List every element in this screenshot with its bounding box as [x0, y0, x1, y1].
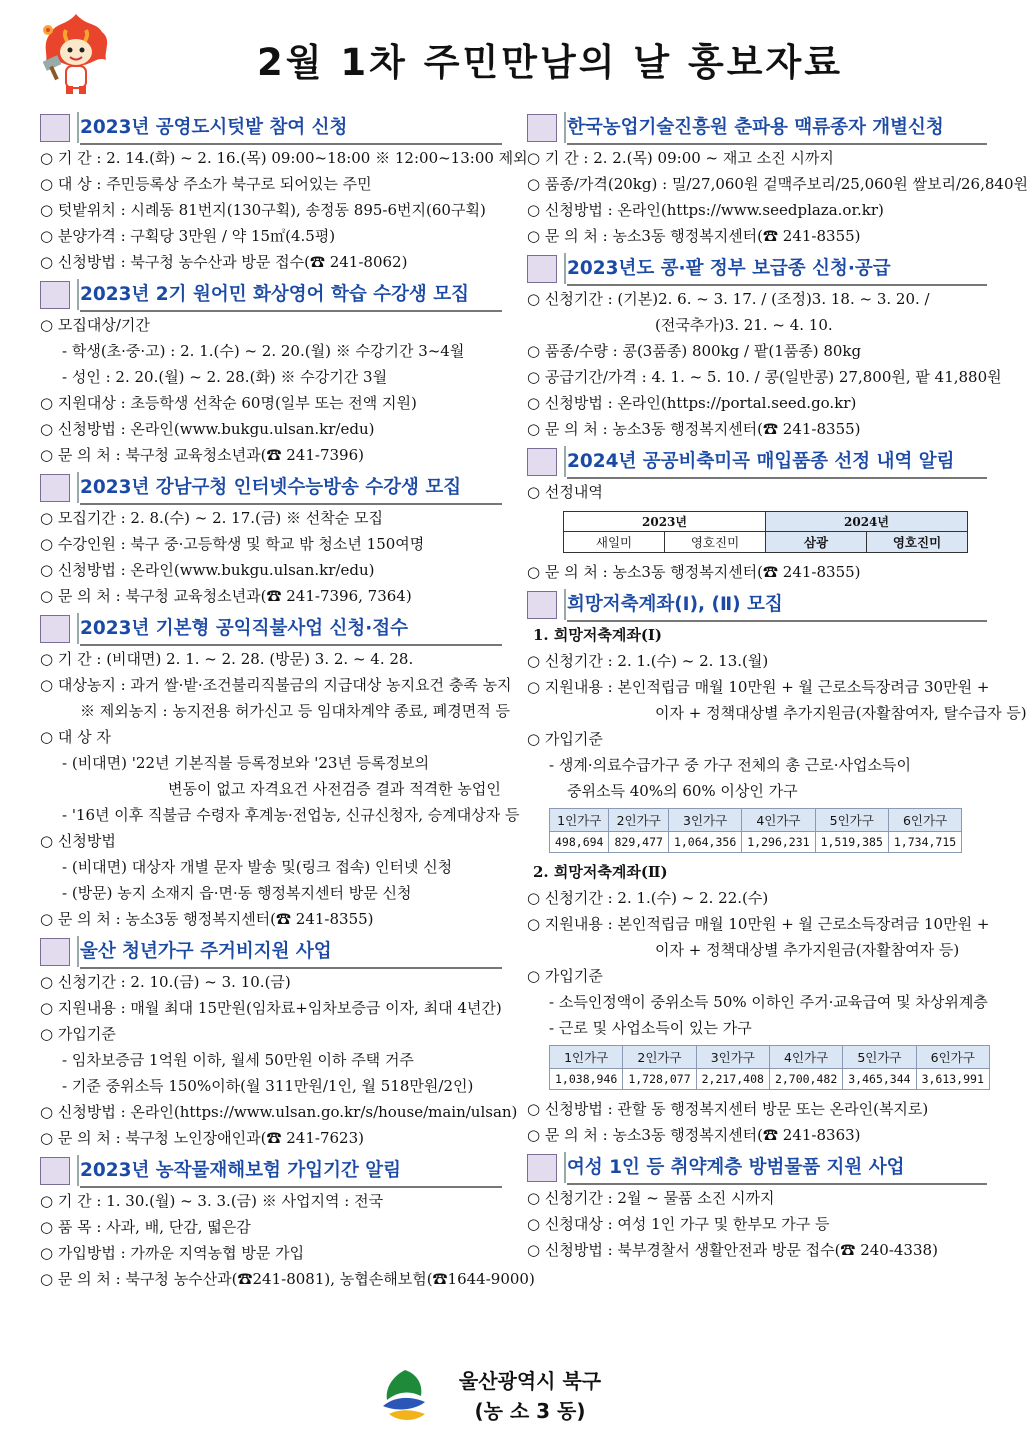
- income-value-cell: 829,477: [609, 832, 668, 853]
- variety-2024-cell: 영호진미: [867, 532, 968, 553]
- notice-line: ○ 지원내용 : 본인적립금 매월 10만원 + 월 근로소득장려금 30만원 +: [527, 678, 990, 696]
- notice-line: ○ 품 목 : 사과, 배, 단감, 떫은감: [40, 1218, 251, 1236]
- section-marker-box: [527, 1154, 557, 1182]
- notice-line: ○ 신청방법 : 온라인(www.bukgu.ulsan.kr/edu): [40, 561, 375, 579]
- section-marker-box: [527, 591, 557, 619]
- notice-line: - 기준 중위소득 150%이하(월 311만원/1인, 월 518만원/2인): [62, 1077, 474, 1095]
- income-value-cell: 498,694: [550, 832, 609, 853]
- notice-section: [40, 1155, 535, 1292]
- notice-line: ○ 대상농지 : 과거 쌀·밭·조건불리직불금의 지급대상 농지요건 충족 농지: [40, 676, 512, 694]
- notice-line: ○ 문 의 처 : 농소3동 행정복지센터(☎ 241-8355): [40, 910, 374, 928]
- notice-line: ○ 문 의 처 : 북구청 교육청소년과(☎ 241-7396): [40, 446, 364, 464]
- notice-line: ○ 신청기간 : 2. 1.(수) ~ 2. 13.(월): [527, 652, 769, 670]
- notice-line: ○ 신청기간 : 2. 1.(수) ~ 2. 22.(수): [527, 889, 769, 907]
- rice-variety-table: [563, 511, 968, 553]
- income-header-cell: 4인가구: [769, 1046, 842, 1069]
- section-header: [40, 936, 502, 969]
- notice-line: ○ 신청방법 : 관할 동 행정복지센터 방문 또는 온라인(복지로): [527, 1100, 929, 1118]
- income-header-cell: 6인가구: [916, 1046, 989, 1069]
- notice-line: - 학생(초·중·고) : 2. 1.(수) ~ 2. 20.(월) ※ 수강기간 3~4월: [62, 342, 465, 360]
- notice-section: [527, 446, 987, 585]
- right-column: [527, 108, 1028, 1263]
- notice-line: ○ 문 의 처 : 농소3동 행정복지센터(☎ 241-8355): [527, 227, 861, 245]
- notice-line: 중위소득 40%의 60% 이상인 가구: [567, 782, 798, 800]
- notice-line: ○ 신청기간 : 2. 10.(금) ~ 3. 10.(금): [40, 973, 291, 991]
- notice-line: ○ 지원대상 : 초등학생 선착순 60명(일부 또는 전액 지원): [40, 394, 417, 412]
- notice-line: 이자 + 정책대상별 추가지원금(자활참여자 등): [655, 941, 960, 959]
- notice-line: ○ 지원내용 : 본인적립금 매월 10만원 + 월 근로소득장려금 10만원 +: [527, 915, 990, 933]
- section-header: [527, 112, 987, 145]
- income-value-cell: 1,519,385: [815, 832, 888, 853]
- notice-line: ○ 문 의 처 : 농소3동 행정복지센터(☎ 241-8363): [527, 1126, 861, 1144]
- notice-line: 2. 희망저축계좌(Ⅱ): [533, 863, 668, 881]
- notice-line: ○ 가입기준: [527, 730, 603, 748]
- notice-line: ○ 대 상 : 주민등록상 주소가 북구로 되어있는 주민: [40, 175, 372, 193]
- section-header: [40, 472, 502, 505]
- notice-line: ○ 대 상 자: [40, 728, 111, 746]
- notice-section: [40, 613, 520, 932]
- notice-line: ○ 가입기준: [527, 967, 603, 985]
- income-header-cell: 6인가구: [888, 809, 961, 832]
- section-marker-box: [527, 255, 557, 283]
- income-value-cell: 3,613,991: [916, 1069, 989, 1090]
- section-title: 2023년 공영도시텃밭 참여 신청: [80, 112, 502, 145]
- notice-line: - 근로 및 사업소득이 있는 가구: [549, 1019, 752, 1037]
- section-header: [527, 446, 987, 479]
- notice-line: ○ 신청방법 : 온라인(https://www.seedplaza.or.kr): [527, 201, 884, 219]
- notice-line: 1. 희망저축계좌(Ⅰ): [533, 626, 663, 644]
- notice-line: ○ 신청기간 : 2월 ~ 물품 소진 시까지: [527, 1189, 775, 1207]
- notice-line: ○ 기 간 : (비대면) 2. 1. ~ 2. 28. (방문) 3. 2. ~ 4. 28.: [40, 650, 414, 668]
- section-marker-box: [40, 615, 70, 643]
- notice-line: ○ 공급기간/가격 : 4. 1. ~ 5. 10. / 콩(일반콩) 27,800원, 팥 41,880원: [527, 368, 1002, 386]
- notice-line: ○ 선정내역: [527, 483, 603, 501]
- page-title: 2월 1차 주민만남의 날 홍보자료: [257, 41, 843, 84]
- notice-line: ○ 문 의 처 : 북구청 노인장애인과(☎ 241-7623): [40, 1129, 364, 1147]
- income-header-cell: 1인가구: [550, 809, 609, 832]
- section-title: 울산 청년가구 주거비지원 사업: [80, 936, 502, 969]
- notice-line: ○ 품종/가격(20kg) : 밀/27,060원 겉맥주보리/25,060원 쌀보리/26,840원: [527, 175, 1028, 193]
- section-header: [40, 112, 502, 145]
- notice-section: [40, 936, 518, 1151]
- notice-section: [527, 112, 1028, 249]
- notice-line: ○ 텃밭위치 : 시례동 81번지(130구획), 송정동 895-6번지(60구획): [40, 201, 486, 219]
- income-header-cell: 2인가구: [623, 1046, 696, 1069]
- income-value-cell: 1,296,231: [742, 832, 815, 853]
- income-value-cell: 1,064,356: [668, 832, 741, 853]
- notice-line: ○ 기 간 : 1. 30.(월) ~ 3. 3.(금) ※ 사업지역 : 전국: [40, 1192, 384, 1210]
- notice-line: ○ 문 의 처 : 농소3동 행정복지센터(☎ 241-8355): [527, 563, 861, 581]
- variety-2024-cell: 삼광: [766, 532, 867, 553]
- notice-line: ○ 신청방법 : 온라인(https://www.ulsan.go.kr/s/house/main/ulsan): [40, 1103, 518, 1121]
- income-header-cell: 3인가구: [668, 809, 741, 832]
- notice-section: [527, 589, 1027, 1148]
- notice-line: ○ 기 간 : 2. 2.(목) 09:00 ~ 재고 소진 시까지: [527, 149, 834, 167]
- notice-section: [527, 1152, 987, 1263]
- income-value-cell: 2,217,408: [696, 1069, 769, 1090]
- section-header: [527, 1152, 987, 1185]
- section-header: [527, 589, 987, 622]
- section-header: [527, 253, 987, 286]
- section-marker-box: [40, 281, 70, 309]
- section-title: 한국농업기술진흥원 춘파용 맥류종자 개별신청: [567, 112, 987, 145]
- section-header: [40, 613, 502, 646]
- notice-line: ○ 문 의 처 : 북구청 교육청소년과(☎ 241-7396, 7364): [40, 587, 412, 605]
- mascot-character-icon: [36, 10, 116, 98]
- income-value-cell: 2,700,482: [769, 1069, 842, 1090]
- income-header-cell: 3인가구: [696, 1046, 769, 1069]
- notice-section: [40, 472, 502, 609]
- variety-2023-cell: 영호진미: [665, 532, 766, 553]
- notice-line: ○ 분양가격 : 구획당 3만원 / 약 15㎡(4.5평): [40, 227, 336, 245]
- notice-line: ○ 모집기간 : 2. 8.(수) ~ 2. 17.(금) ※ 선착순 모집: [40, 509, 383, 527]
- section-title: 2023년 농작물재해보험 가입기간 알림: [80, 1155, 502, 1188]
- notice-line: - (비대면) 대상자 개별 문자 발송 및(링크 접속) 인터넷 신청: [62, 858, 453, 876]
- bukgu-logo-icon: [375, 1366, 435, 1426]
- section-title: 여성 1인 등 취약계층 방범물품 지원 사업: [567, 1152, 987, 1185]
- notice-line: - 생계·의료수급가구 중 가구 전체의 총 근로·사업소득이: [549, 756, 911, 774]
- variety-2023-cell: 새일미: [564, 532, 665, 553]
- notice-line: ○ 모집대상/기간: [40, 316, 150, 334]
- section-header: [40, 279, 502, 312]
- notice-line: - (비대면) '22년 기본직불 등록정보와 '23년 등록정보의: [62, 754, 430, 772]
- income-table: [549, 1045, 990, 1090]
- income-table: [549, 808, 962, 853]
- section-marker-box: [40, 938, 70, 966]
- notice-section: [527, 253, 1002, 442]
- income-header-cell: 4인가구: [742, 809, 815, 832]
- section-marker-box: [40, 474, 70, 502]
- notice-section: [40, 279, 502, 468]
- notice-line: ○ 신청대상 : 여성 1인 가구 및 한부모 가구 등: [527, 1215, 830, 1233]
- section-title: 2023년 강남구청 인터넷수능방송 수강생 모집: [80, 472, 502, 505]
- section-marker-box: [40, 114, 70, 142]
- notice-line: 이자 + 정책대상별 추가지원금(자활참여자, 탈수급자 등): [655, 704, 1027, 722]
- section-title: 희망저축계좌(Ⅰ), (Ⅱ) 모집: [567, 589, 987, 622]
- footer-org: [440, 1366, 620, 1426]
- notice-line: ○ 신청방법: [40, 832, 116, 850]
- footer-line1: 울산광역시 북구: [458, 1369, 602, 1393]
- section-marker-box: [527, 448, 557, 476]
- notice-line: ○ 문 의 처 : 북구청 농수산과(☎241-8081), 농협손해보험(☎1644-9000): [40, 1270, 535, 1288]
- notice-line: ○ 문 의 처 : 농소3동 행정복지센터(☎ 241-8355): [527, 420, 861, 438]
- income-value-cell: 1,038,946: [550, 1069, 623, 1090]
- notice-line: ○ 신청기간 : (기본)2. 6. ~ 3. 17. / (조정)3. 18. ~ 3. 20. /: [527, 290, 930, 308]
- notice-line: ○ 신청방법 : 북부경찰서 생활안전과 방문 접수(☎ 240-4338): [527, 1241, 938, 1259]
- section-header: [40, 1155, 502, 1188]
- income-header-cell: 2인가구: [609, 809, 668, 832]
- notice-line: ○ 신청방법 : 온라인(https://portal.seed.go.kr): [527, 394, 857, 412]
- notice-line: - '16년 이후 직불금 수령자 후계농·전업농, 신규신청자, 승계대상자 등: [62, 806, 520, 824]
- notice-line: ○ 수강인원 : 북구 중·고등학생 및 학교 밖 청소년 150여명: [40, 535, 425, 553]
- notice-line: - 임차보증금 1억원 이하, 월세 50만원 이하 주택 거주: [62, 1051, 414, 1069]
- section-title: 2024년 공공비축미곡 매입품종 선정 내역 알림: [567, 446, 987, 479]
- income-header-cell: 5인가구: [815, 809, 888, 832]
- notice-line: ○ 기 간 : 2. 14.(화) ~ 2. 16.(목) 09:00~18:00 ※ 12:00~13:00 제외: [40, 149, 528, 167]
- notice-line: - 성인 : 2. 20.(월) ~ 2. 28.(화) ※ 수강기간 3월: [62, 368, 388, 386]
- notice-line: ○ 신청방법 : 온라인(www.bukgu.ulsan.kr/edu): [40, 420, 375, 438]
- footer-line2: (농 소 3 동): [474, 1399, 586, 1423]
- notice-line: ○ 가입방법 : 가까운 지역농협 방문 가입: [40, 1244, 305, 1262]
- income-value-cell: 3,465,344: [843, 1069, 916, 1090]
- notice-section: [40, 112, 528, 275]
- section-marker-box: [40, 1157, 70, 1185]
- notice-line: - (방문) 농지 소재지 읍·면·동 행정복지센터 방문 신청: [62, 884, 412, 902]
- notice-line: ○ 지원내용 : 매월 최대 15만원(임차료+임차보증금 이자, 최대 4년간): [40, 999, 502, 1017]
- notice-line: 변동이 없고 자격요건 사전검증 결과 적격한 농업인: [168, 780, 501, 798]
- section-title: 2023년도 콩·팥 정부 보급종 신청·공급: [567, 253, 987, 286]
- income-header-cell: 1인가구: [550, 1046, 623, 1069]
- notice-line: ○ 신청방법 : 북구청 농수산과 방문 접수(☎ 241-8062): [40, 253, 408, 271]
- notice-line: - 소득인정액이 중위소득 50% 이하인 주거·교육급여 및 차상위계층: [549, 993, 988, 1011]
- section-marker-box: [527, 114, 557, 142]
- notice-line: ※ 제외농지 : 농지전용 허가신고 등 임대차계약 종료, 폐경면적 등: [80, 702, 510, 720]
- section-title: 2023년 기본형 공익직불사업 신청·접수: [80, 613, 502, 646]
- left-column: [40, 108, 535, 1292]
- notice-line: ○ 품종/수량 : 콩(3품종) 800kg / 팥(1품종) 80kg: [527, 342, 862, 360]
- notice-line: ○ 가입기준: [40, 1025, 116, 1043]
- section-title: 2023년 2기 원어민 화상영어 학습 수강생 모집: [80, 279, 502, 312]
- income-value-cell: 1,734,715: [888, 832, 961, 853]
- income-value-cell: 1,728,077: [623, 1069, 696, 1090]
- year-2023-header: 2023년: [564, 512, 766, 532]
- year-2024-header: 2024년: [766, 512, 968, 532]
- notice-line: (전국추가)3. 21. ~ 4. 10.: [655, 316, 833, 334]
- income-header-cell: 5인가구: [843, 1046, 916, 1069]
